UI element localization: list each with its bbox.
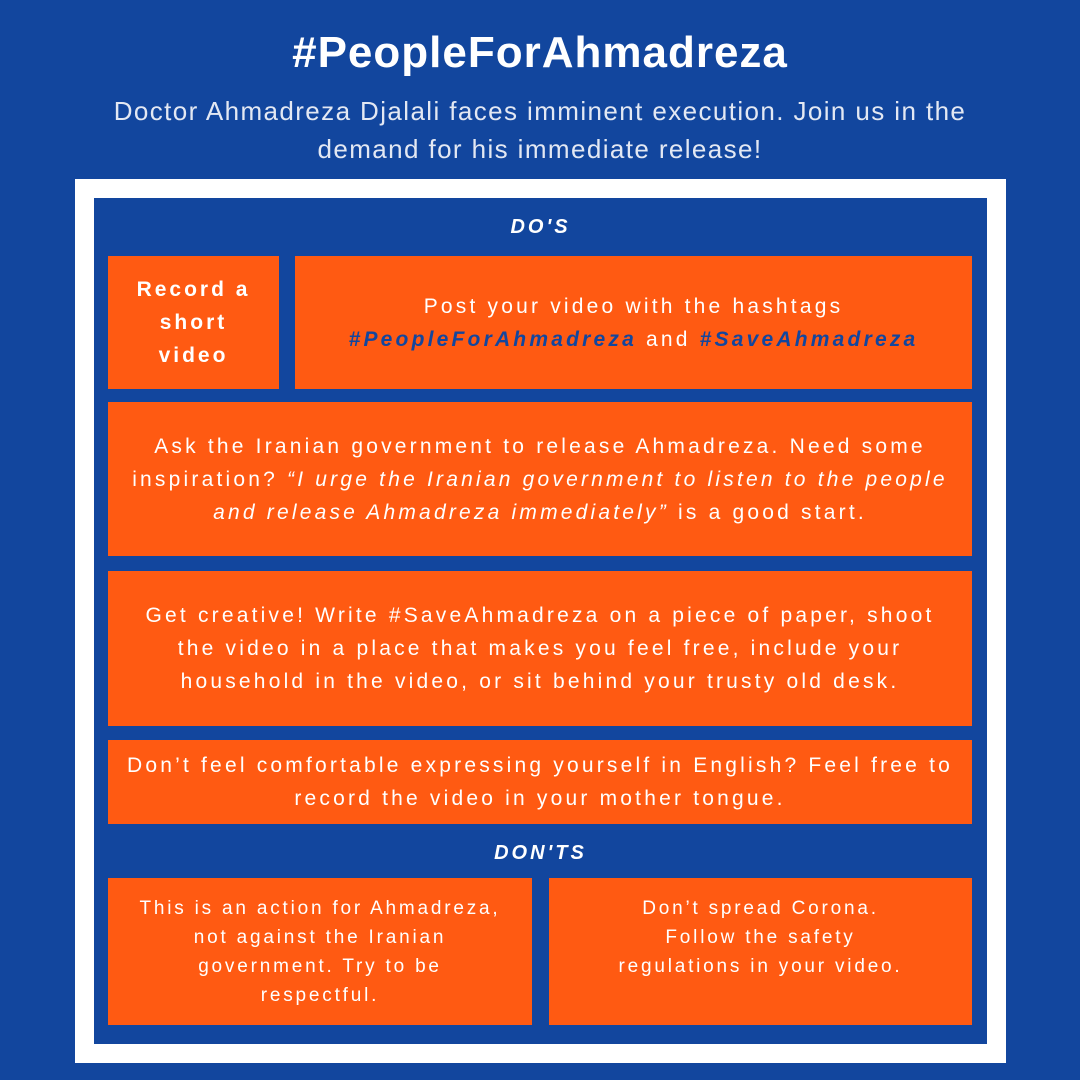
ask-government-box <box>108 402 972 556</box>
safety-regulations-box <box>549 878 972 1025</box>
page-subtitle: Doctor Ahmadreza Djalali faces imminent execution. Join us in the demand for his immediate release! <box>113 96 967 164</box>
be-respectful-box <box>108 878 532 1025</box>
post-video-box <box>295 256 972 389</box>
post-video-text <box>309 290 958 356</box>
ask-quote: “I urge the Iranian government to listen to the people and release Ahmadreza immediately” <box>213 467 948 524</box>
be-respectful-text: This is an action for Ahmadreza, not against the Iranian government. Try to be respectful. <box>139 898 501 1006</box>
donts-heading: DON'TS <box>494 842 587 864</box>
get-creative-text: Get creative! Write #SaveAhmadreza on a piece of paper, shoot the video in a place that makes you feel free, include your household in the video, or sit behind your trusty old desk. <box>145 604 935 693</box>
record-video-text: Record a short video <box>136 278 251 367</box>
page-title: #PeopleForAhmadreza <box>292 28 788 77</box>
mother-tongue-text: Don’t feel comfortable expressing yourself in English? Feel free to record the video in your mother tongue. <box>126 754 954 810</box>
hashtag-save-ahmadreza: #SaveAhmadreza <box>699 327 919 351</box>
ask-text-before: Ask the Iranian government to release Ahmadreza. Need some inspiration? <box>132 434 926 491</box>
dos-heading: DO'S <box>510 216 571 238</box>
hashtag-people-for-ahmadreza: #PeopleForAhmadreza <box>348 327 637 351</box>
safety-regulations-text: Don’t spread Corona. Follow the safety regulations in your video. <box>618 898 903 977</box>
get-creative-box <box>108 571 972 726</box>
mother-tongue-box <box>108 740 972 824</box>
ask-text-after: is a good start. <box>668 500 867 524</box>
post-joiner: and <box>636 327 700 351</box>
post-text-before: Post your video with the hashtags <box>423 294 844 318</box>
record-video-box <box>108 256 279 389</box>
ask-government-text <box>124 430 956 529</box>
